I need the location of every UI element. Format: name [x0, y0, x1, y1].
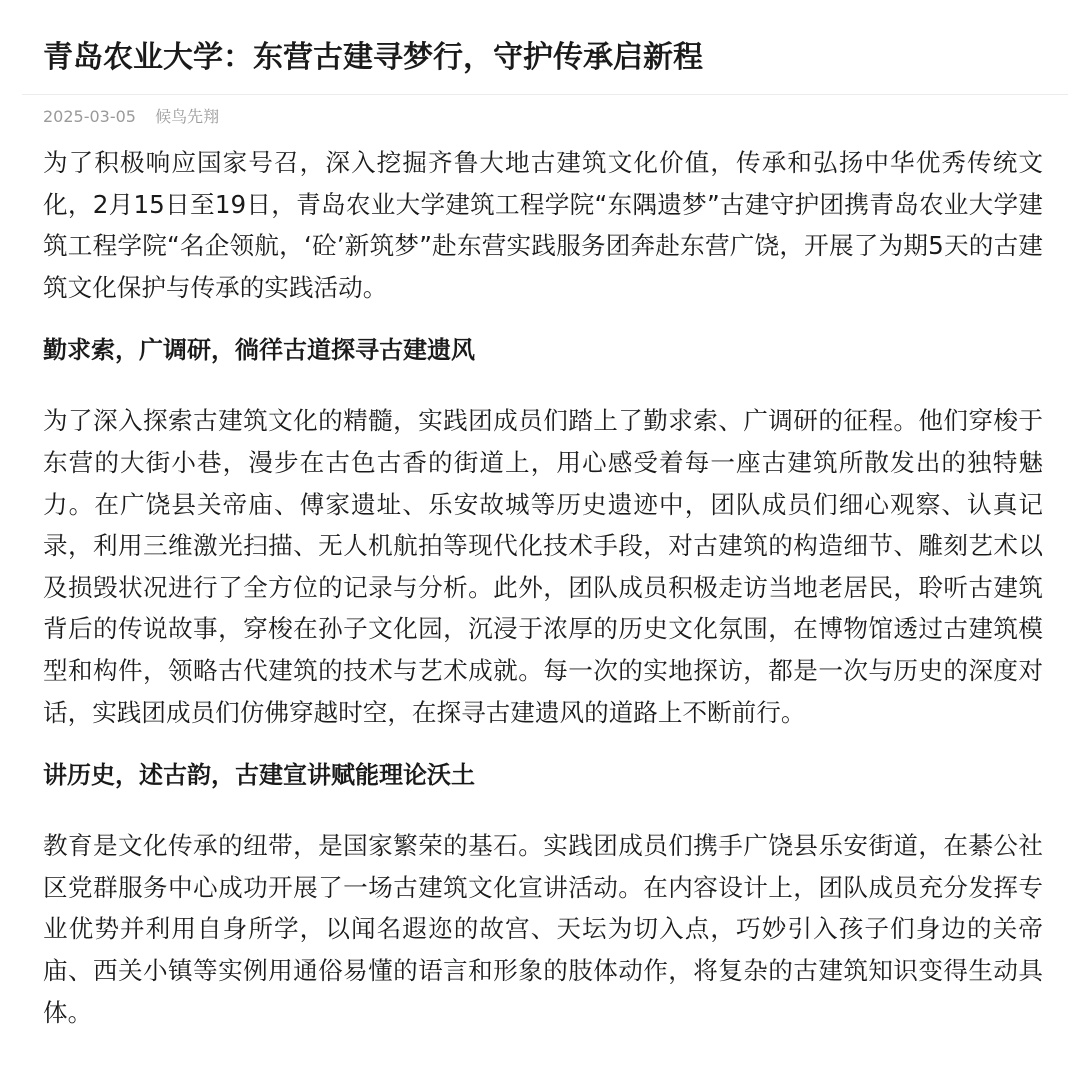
- article-meta: [43, 106, 219, 128]
- publish-date: 2025-03-05: [43, 107, 136, 126]
- title-divider: [22, 94, 1068, 95]
- author-name[interactable]: 候鸟先翔: [155, 107, 220, 126]
- article-title: 青岛农业大学：东营古建寻梦行，守护传承启新程: [43, 40, 703, 75]
- article-body: [43, 142, 1043, 1033]
- section-heading-research: 勤求索，广调研，徜徉古道探寻古建遗风: [43, 336, 475, 365]
- section-heading-lecture: 讲历史，述古韵，古建宣讲赋能理论沃土: [43, 761, 475, 790]
- paragraph-intro: 为了积极响应国家号召，深入挖掘齐鲁大地古建筑文化价值，传承和弘扬中华优秀传统文化，2月15日至19日，青岛农业大学建筑工程学院“东隅遗梦”古建守护团携青岛农业大学建筑工程学院“名企领航，‘砼’新筑梦”赴东营实践服务团奔赴东营广饶，开展了为期5天的古建筑文化保护与传承的实践活动。: [43, 148, 1043, 302]
- paragraph-research: 为了深入探索古建筑文化的精髓，实践团成员们踏上了勤求索、广调研的征程。他们穿梭于东营的大街小巷，漫步在古色古香的街道上，用心感受着每一座古建筑所散发出的独特魅力。在广饶县关帝庙、傅家遗址、乐安故城等历史遗迹中，团队成员们细心观察、认真记录，利用三维激光扫描、无人机航拍等现代化技术手段，对古建筑的构造细节、雕刻艺术以及损毁状况进行了全方位的记录与分析。此外，团队成员积极走访当地老居民，聆听古建筑背后的传说故事，穿梭在孙子文化园，沉浸于浓厚的历史文化氛围，在博物馆透过古建筑模型和构件，领略古代建筑的技术与艺术成就。每一次的实地探访，都是一次与历史的深度对话，实践团成员们仿佛穿越时空，在探寻古建遗风的道路上不断前行。: [43, 406, 1043, 727]
- paragraph-lecture: 教育是文化传承的纽带，是国家繁荣的基石。实践团成员们携手广饶县乐安街道，在綦公社区党群服务中心成功开展了一场古建筑文化宣讲活动。在内容设计上，团队成员充分发挥专业优势并利用自身所学，以闻名遐迩的故宫、天坛为切入点，巧妙引入孩子们身边的关帝庙、西关小镇等实例用通俗易懂的语言和形象的肢体动作，将复杂的古建筑知识变得生动具体。: [43, 831, 1043, 1027]
